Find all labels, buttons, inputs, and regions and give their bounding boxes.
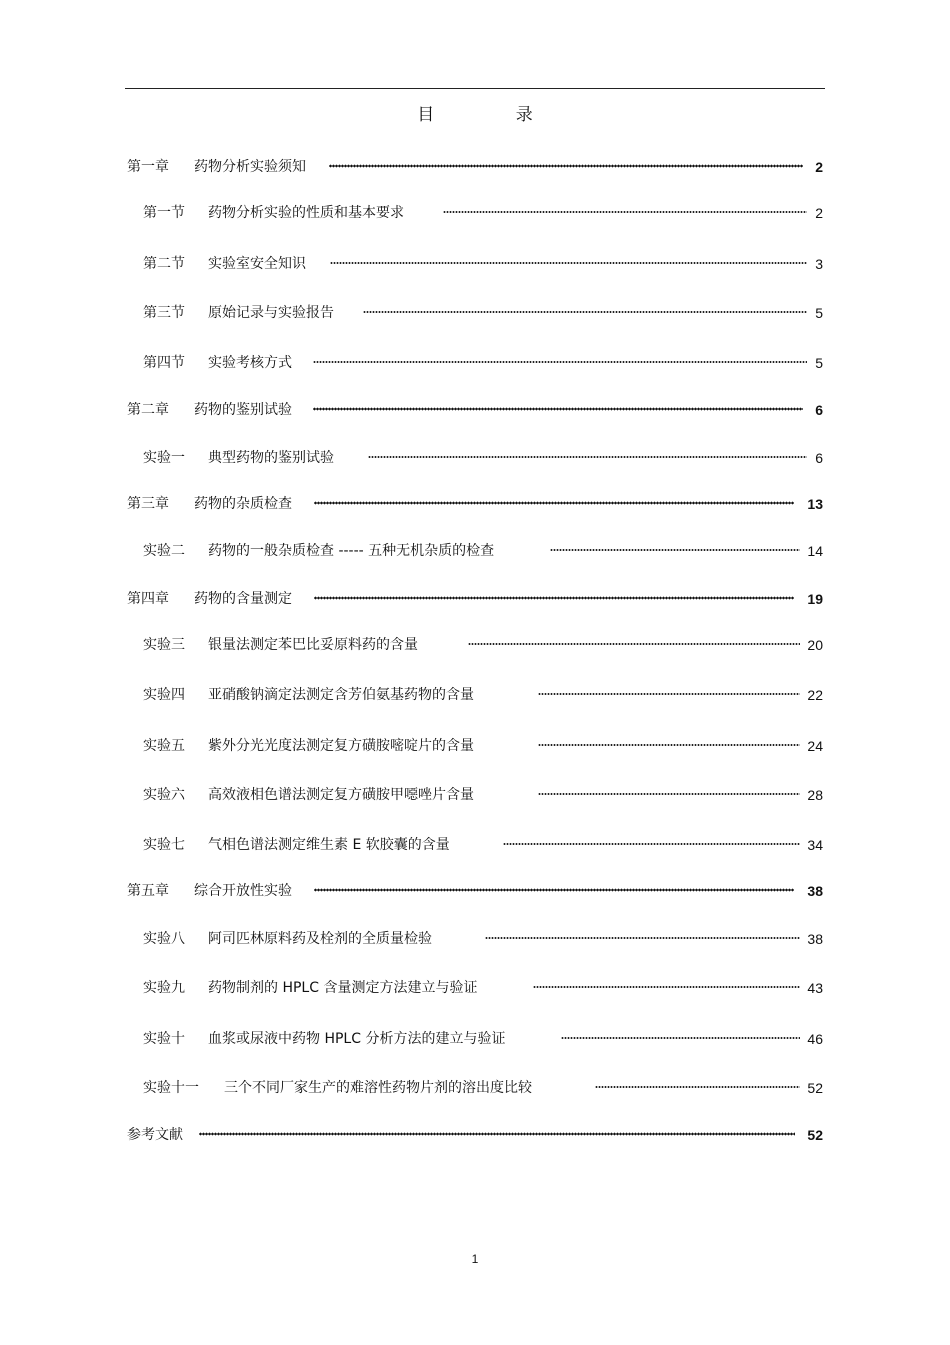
toc-entry-number: 第四节 [143, 355, 185, 371]
toc-dot-leader [538, 742, 800, 748]
toc-entry[interactable] [143, 977, 823, 999]
toc-page-number: 28 [807, 787, 823, 803]
toc-page-number: 2 [815, 159, 823, 175]
toc-entry[interactable] [143, 634, 823, 656]
toc-entry-number: 实验七 [143, 837, 185, 853]
toc-page-number: 46 [807, 1031, 823, 1047]
toc-entry-number: 第四章 [127, 591, 169, 607]
toc-entry-number: 实验四 [143, 687, 185, 703]
toc-entry-number: 第三节 [143, 305, 185, 321]
toc-page-number: 34 [807, 837, 823, 853]
toc-entry[interactable] [143, 352, 823, 374]
toc-entry-title: 三个不同厂家生产的难溶性药物片剂的溶出度比较 [224, 1080, 532, 1096]
toc-dot-leader [533, 984, 800, 990]
toc-page-number: 13 [807, 496, 823, 512]
toc-page-number: 38 [807, 931, 823, 947]
toc-entry-title: 典型药物的鉴别试验 [208, 450, 334, 466]
toc-page-number: 19 [807, 591, 823, 607]
toc-entry-title: 药物的鉴别试验 [194, 402, 292, 418]
toc-entry-title: 药物分析实验的性质和基本要求 [208, 205, 404, 221]
toc-entry-title: 药物制剂的 HPLC 含量测定方法建立与验证 [208, 980, 478, 996]
toc-dot-leader [330, 260, 807, 266]
toc-entry[interactable] [143, 302, 823, 324]
toc-dot-leader [314, 887, 794, 893]
toc-page-number: 6 [815, 402, 823, 418]
toc-dot-leader [314, 500, 794, 506]
toc-page-number: 14 [807, 543, 823, 559]
toc-entry[interactable] [127, 156, 823, 178]
toc-entry-title: 阿司匹林原料药及栓剂的全质量检验 [208, 931, 432, 947]
toc-entry-title: 药物的含量测定 [194, 591, 292, 607]
toc-dot-leader [443, 209, 807, 215]
toc-entry-title: 气相色谱法测定维生素 E 软胶囊的含量 [208, 837, 450, 853]
toc-entry-number: 实验三 [143, 637, 185, 653]
toc-entry[interactable] [143, 253, 823, 275]
toc-page-number: 22 [807, 687, 823, 703]
toc-entry-title: 高效液相色谱法测定复方磺胺甲噁唑片含量 [208, 787, 474, 803]
toc-dot-leader [561, 1035, 800, 1041]
toc-dot-leader [199, 1131, 795, 1137]
toc-page-number: 2 [815, 205, 823, 221]
toc-entry[interactable] [127, 880, 823, 902]
toc-dot-leader [363, 309, 807, 315]
toc-entry-number: 第三章 [127, 496, 169, 512]
toc-entry-title: 原始记录与实验报告 [208, 305, 334, 321]
toc-page-number: 20 [807, 637, 823, 653]
toc-dot-leader [468, 641, 800, 647]
toc-page-number: 38 [807, 883, 823, 899]
toc-entry-number: 第二章 [127, 402, 169, 418]
toc-entry[interactable] [127, 588, 823, 610]
toc-entry-title: 药物的杂质检查 [194, 496, 292, 512]
toc-entry[interactable] [143, 1077, 823, 1099]
toc-entry-title: 亚硝酸钠滴定法测定含芳伯氨基药物的含量 [208, 687, 474, 703]
toc-entry-number: 实验八 [143, 931, 185, 947]
toc-entry-title: 银量法测定苯巴比妥原料药的含量 [208, 637, 418, 653]
toc-entry-number: 参考文献 [127, 1127, 183, 1143]
toc-entry[interactable] [143, 447, 823, 469]
toc-page-number: 52 [807, 1127, 823, 1143]
toc-entry-number: 第二节 [143, 256, 185, 272]
toc-page-number: 43 [807, 980, 823, 996]
toc-entry-number: 第一节 [143, 205, 185, 221]
toc-entry[interactable] [143, 202, 823, 224]
toc-dot-leader [538, 791, 800, 797]
toc-entry-number: 实验一 [143, 450, 185, 466]
toc-entry-number: 第五章 [127, 883, 169, 899]
page-number: 1 [471, 1252, 479, 1266]
top-rule [125, 88, 825, 89]
toc-entry-number: 实验十一 [143, 1080, 199, 1096]
toc-entry-number: 实验二 [143, 543, 185, 559]
toc-entry-title: 药物分析实验须知 [194, 159, 306, 175]
toc-entry[interactable] [143, 684, 823, 706]
toc-entry-number: 实验五 [143, 738, 185, 754]
toc-entry-title: 实验考核方式 [208, 355, 292, 371]
toc-page-number: 5 [815, 355, 823, 371]
toc-entry[interactable] [143, 735, 823, 757]
toc-entry[interactable] [127, 493, 823, 515]
toc-dot-leader [314, 595, 794, 601]
toc-dot-leader [503, 841, 800, 847]
toc-entry-number: 第一章 [127, 159, 169, 175]
toc-dot-leader [485, 935, 800, 941]
toc-entry-title: 综合开放性实验 [194, 883, 292, 899]
toc-dot-leader [368, 454, 807, 460]
toc-entry-title: 药物的一般杂质检查 ----- 五种无机杂质的检查 [208, 543, 495, 559]
toc-entry[interactable] [127, 1124, 823, 1146]
toc-dot-leader [313, 406, 803, 412]
toc-entry[interactable] [143, 1028, 823, 1050]
toc-page-number: 6 [815, 450, 823, 466]
toc-entry-title: 紫外分光光度法测定复方磺胺嘧啶片的含量 [208, 738, 474, 754]
toc-entry[interactable] [127, 399, 823, 421]
page-title: 目 录 [417, 105, 571, 125]
toc-page-number: 5 [815, 305, 823, 321]
toc-dot-leader [550, 547, 800, 553]
toc-page-number: 24 [807, 738, 823, 754]
toc-entry[interactable] [143, 784, 823, 806]
toc-entry-number: 实验九 [143, 980, 185, 996]
toc-entry[interactable] [143, 928, 823, 950]
toc-entry-title: 血浆或尿液中药物 HPLC 分析方法的建立与验证 [208, 1031, 506, 1047]
toc-dot-leader [538, 691, 800, 697]
toc-page-number: 52 [807, 1080, 823, 1096]
toc-entry-title: 实验室安全知识 [208, 256, 306, 272]
toc-entry-number: 实验六 [143, 787, 185, 803]
toc-page-number: 3 [815, 256, 823, 272]
toc-entry-number: 实验十 [143, 1031, 185, 1047]
toc-dot-leader [313, 359, 807, 365]
toc-entry[interactable] [143, 834, 823, 856]
toc-dot-leader [595, 1084, 800, 1090]
toc-entry[interactable] [143, 540, 823, 562]
toc-dot-leader [329, 163, 803, 169]
